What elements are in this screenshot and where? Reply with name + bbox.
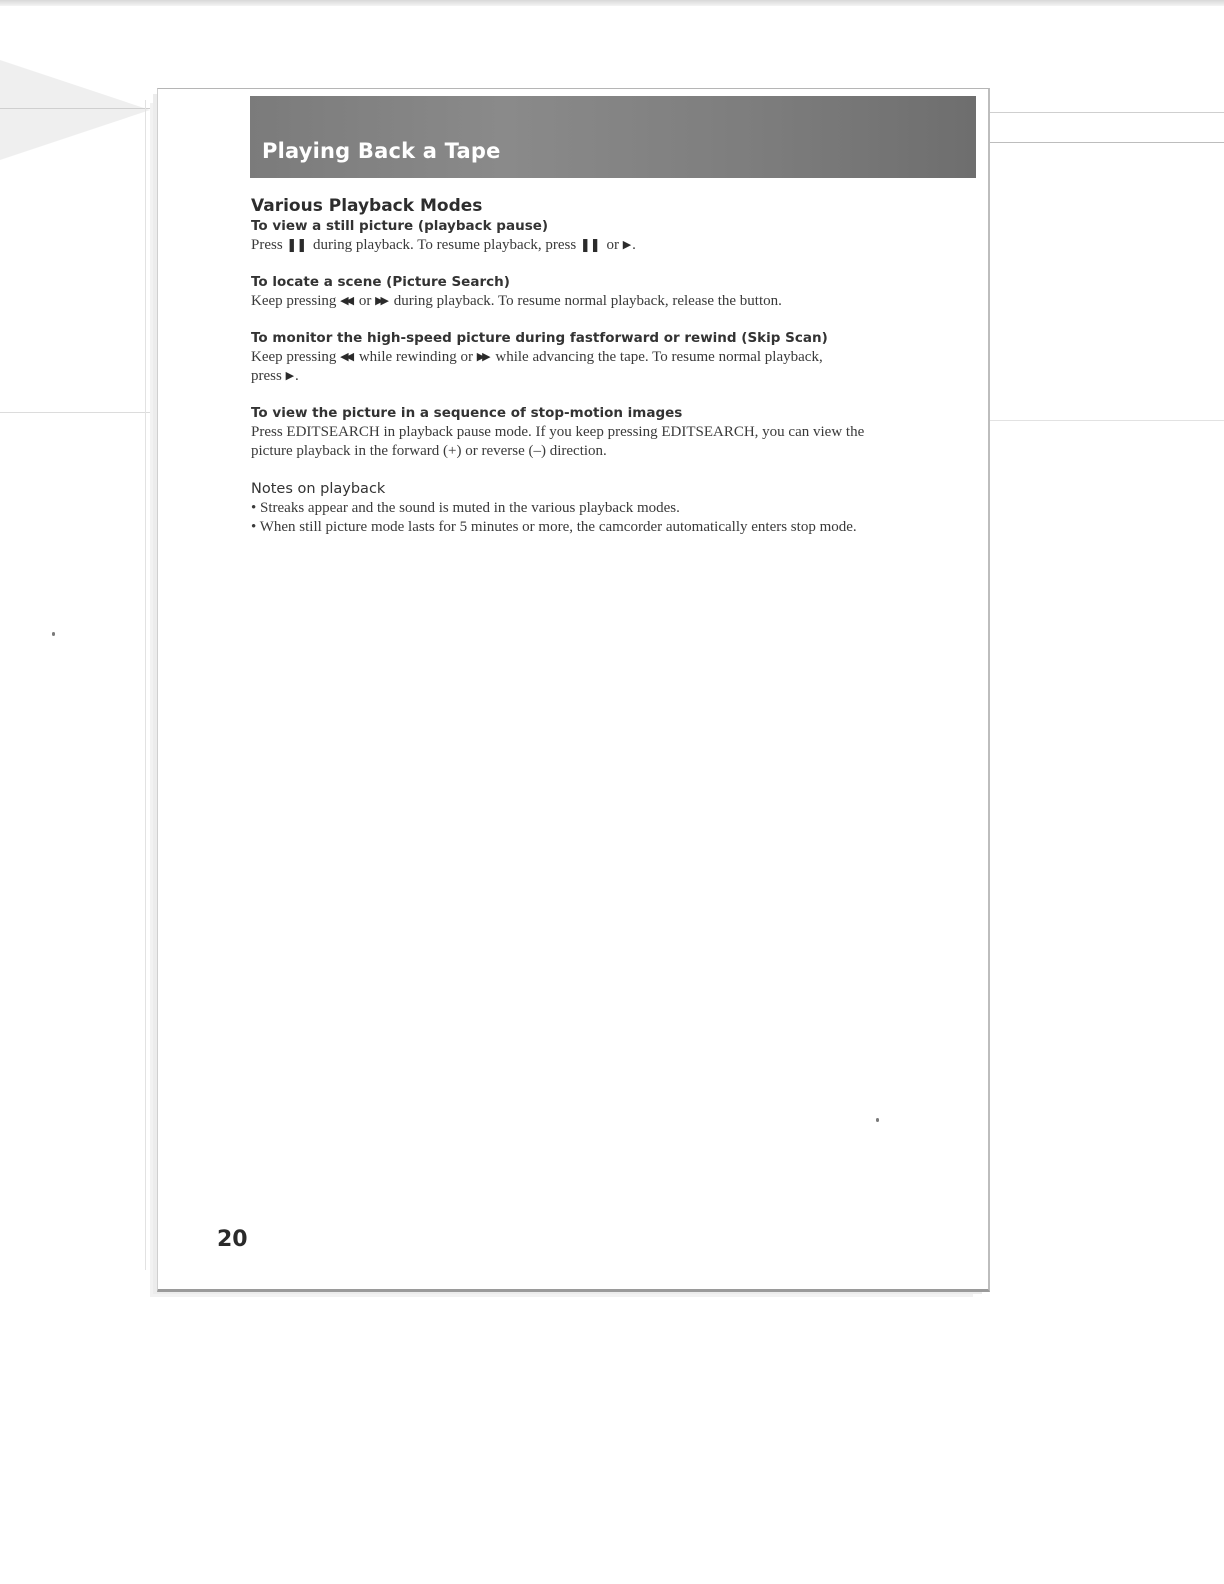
- instruction-text: [251, 367, 966, 386]
- subsection-heading: To view a still picture (playback pause): [251, 218, 549, 234]
- notes-section: [251, 479, 966, 537]
- page-title: Playing Back a Tape: [262, 139, 501, 163]
- playback-mode-skip-scan: [251, 329, 966, 386]
- scan-line: [0, 108, 160, 109]
- text-run: Keep pressing: [251, 293, 341, 309]
- instruction-text: picture playback in the forward (+) or reverse (–) direction.: [251, 443, 607, 459]
- pause-icon: ❚❚: [579, 238, 600, 253]
- text-run: or: [355, 293, 376, 309]
- text-run: during playback. To resume normal playback, release the button.: [390, 293, 782, 309]
- text-run: while advancing the tape. To resume normal playback,: [491, 349, 823, 365]
- playback-mode-stop-motion: [251, 404, 966, 461]
- scan-line: [985, 420, 1224, 421]
- note-bullet: • Streaks appear and the sound is muted in the various playback modes.: [251, 500, 680, 516]
- text-run: press: [251, 368, 286, 384]
- subsection-heading: To view the picture in a sequence of stop-motion images: [251, 405, 683, 421]
- section-title: Various Playback Modes: [251, 196, 483, 216]
- text-run: during playback. To resume playback, press: [309, 237, 580, 253]
- text-run: .: [295, 368, 299, 384]
- note-bullet: • When still picture mode lasts for 5 minutes or more, the camcorder automatically enters stop mode.: [251, 519, 857, 535]
- playback-mode-picture-search: [251, 273, 966, 311]
- play-icon: ▶: [622, 238, 629, 251]
- text-run: or: [602, 237, 623, 253]
- scan-speck: [876, 1118, 879, 1122]
- fast-forward-icon: ▶▶: [375, 294, 386, 307]
- rewind-icon: ◀◀: [340, 294, 352, 307]
- page-stack-edge: [145, 100, 157, 1270]
- scan-line: [985, 142, 1224, 143]
- instruction-text: Press EDITSEARCH in playback pause mode. If you keep pressing EDITSEARCH, you can view the: [251, 424, 865, 440]
- scan-line: [0, 412, 160, 413]
- play-icon: ▶: [285, 369, 292, 382]
- scan-edge: [0, 0, 1224, 6]
- text-run: while rewinding or: [355, 349, 477, 365]
- instruction-text: [251, 236, 966, 255]
- instruction-text: [251, 292, 966, 311]
- text-run: Keep pressing: [251, 349, 341, 365]
- header-bar: [250, 96, 976, 178]
- main-content: [251, 195, 966, 537]
- scan-shadow: [0, 60, 150, 160]
- text-run: .: [632, 237, 636, 253]
- pause-icon: ❚❚: [286, 238, 307, 253]
- scan-line: [985, 112, 1224, 113]
- page-number: 20: [217, 1227, 248, 1252]
- instruction-text: [251, 348, 966, 367]
- subsection-heading: To locate a scene (Picture Search): [251, 274, 510, 290]
- text-run: Press: [251, 237, 283, 253]
- subsection-heading: To monitor the high-speed picture during fastforward or rewind (Skip Scan): [251, 330, 828, 346]
- playback-mode-still: [251, 217, 966, 255]
- scan-speck: [52, 632, 55, 636]
- notes-title: Notes on playback: [251, 481, 386, 497]
- rewind-icon: ◀◀: [340, 350, 352, 363]
- fast-forward-icon: ▶▶: [476, 350, 488, 363]
